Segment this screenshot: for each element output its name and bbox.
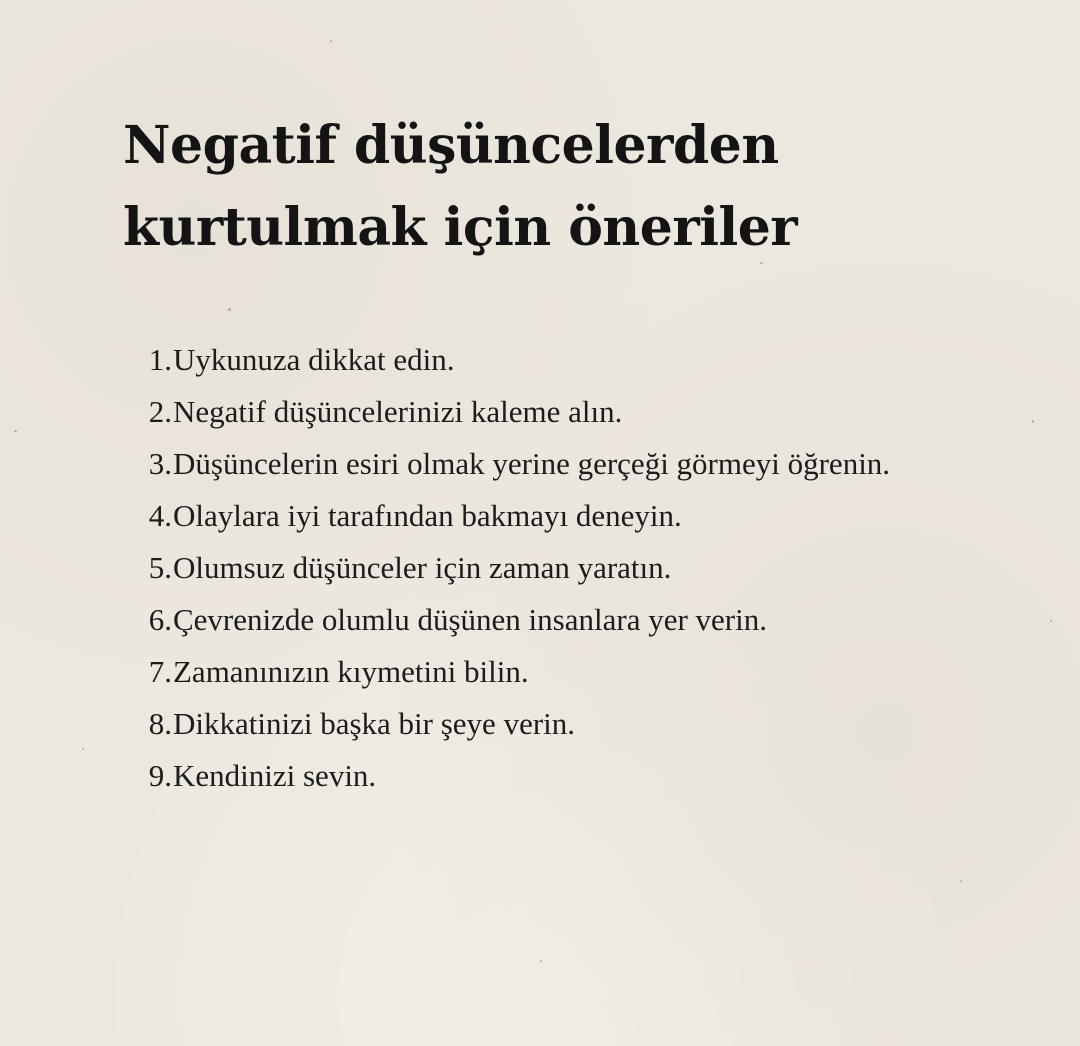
list-item-text: Uykunuza dikkat edin. xyxy=(173,342,455,377)
list-item xyxy=(132,750,1012,802)
paper-speck xyxy=(14,430,17,432)
list-item xyxy=(132,386,1012,438)
list-item-text: Olaylara iyi tarafından bakmayı deneyin. xyxy=(173,498,682,533)
tips-list xyxy=(132,334,1012,802)
paper-speck xyxy=(82,748,84,750)
list-item-text: Dikkatinizi başka bir şeye verin. xyxy=(173,706,576,741)
paper-speck xyxy=(1050,620,1052,622)
list-item xyxy=(132,646,1012,698)
list-item-number: 5. xyxy=(148,550,172,585)
list-item-text: Olumsuz düşünceler için zaman yaratın. xyxy=(173,550,672,585)
list-item xyxy=(132,490,1012,542)
list-item-text: Kendinizi sevin. xyxy=(173,758,377,793)
paper-speck xyxy=(330,40,332,42)
title-line-1: Negatif düşüncelerden xyxy=(123,115,779,176)
list-item-number: 8. xyxy=(148,706,172,741)
list-item xyxy=(132,438,1012,490)
paper-speck xyxy=(1032,420,1034,423)
list-item xyxy=(132,542,1012,594)
list-item-number: 9. xyxy=(148,758,172,793)
list-item-number: 7. xyxy=(148,654,172,689)
list-item xyxy=(132,594,1012,646)
list-item-number: 2. xyxy=(148,394,172,429)
paper-speck xyxy=(960,880,962,882)
list-item-number: 1. xyxy=(148,342,172,377)
list-item-number: 4. xyxy=(148,498,172,533)
list-item-text: Zamanınızın kıymetini bilin. xyxy=(173,654,529,689)
paper-speck xyxy=(228,308,231,311)
list-item xyxy=(132,698,1012,750)
paper-speck xyxy=(540,960,542,962)
list-item-text: Negatif düşüncelerinizi kaleme alın. xyxy=(173,394,623,429)
page-title xyxy=(123,105,983,269)
title-line-2: kurtulmak için öneriler xyxy=(123,197,798,258)
list-item-number: 6. xyxy=(148,602,172,637)
list-item-text: Çevrenizde olumlu düşünen insanlara yer verin. xyxy=(173,602,767,637)
list-item-text: Düşüncelerin esiri olmak yerine gerçeği görmeyi öğrenin. xyxy=(173,446,891,481)
list-item-number: 3. xyxy=(148,446,172,481)
list-item xyxy=(132,334,1012,386)
